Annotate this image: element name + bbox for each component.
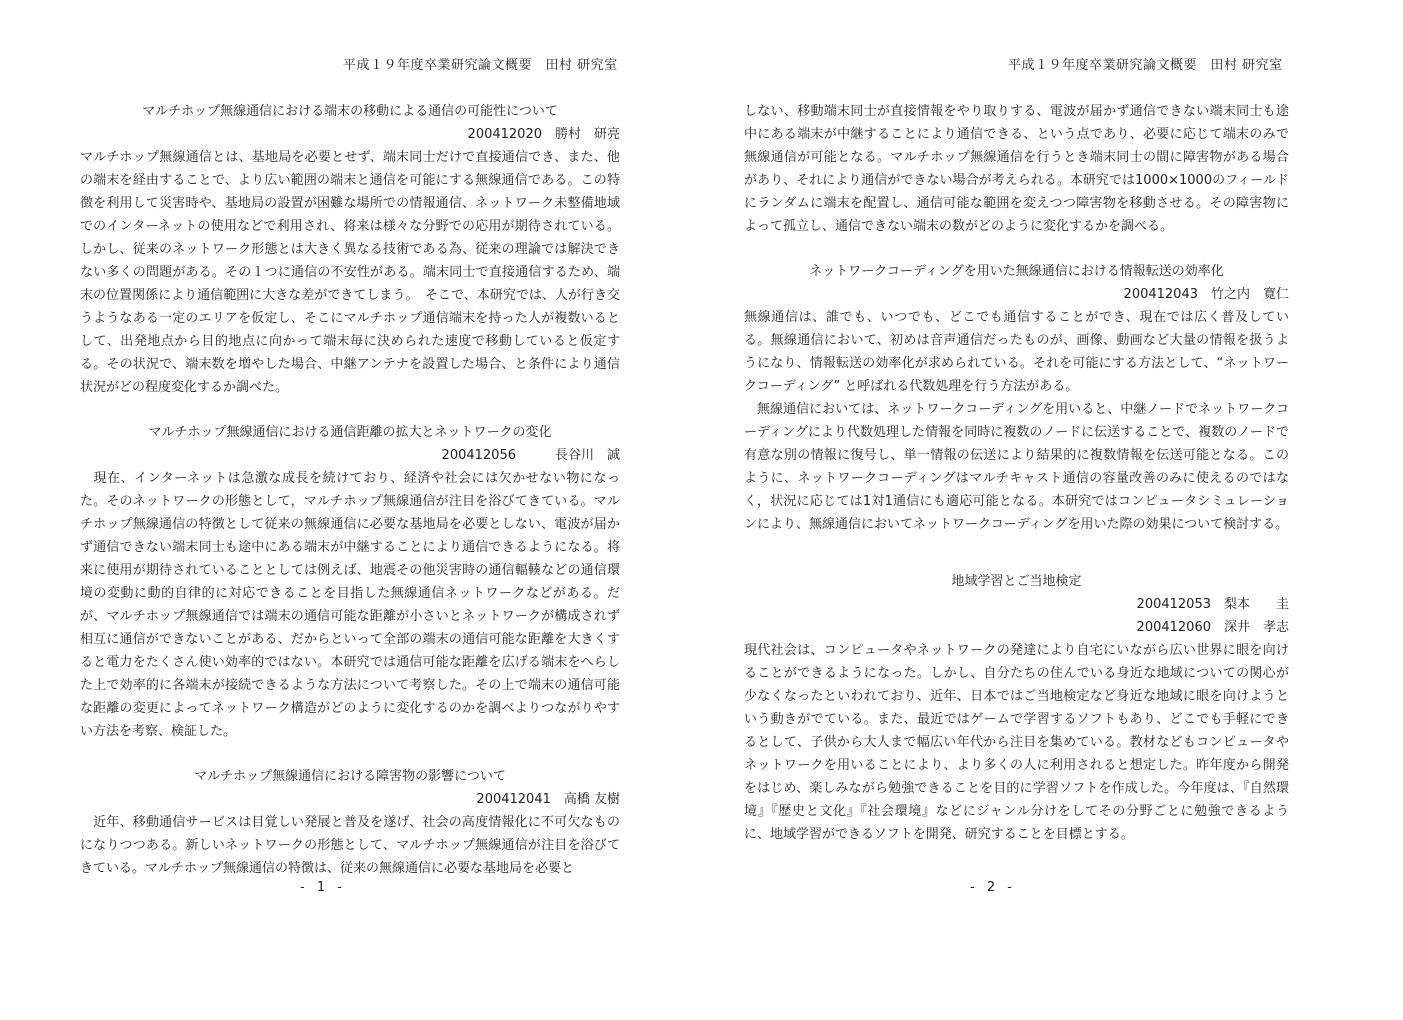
section-title: マルチホップ無線通信における端末の移動による通信の可能性について — [142, 104, 558, 119]
section-author: 200412056 長谷川 誠 — [441, 448, 620, 463]
continued-body: しない、移動端末同士が直接情報をやり取りする、電波が届かず通信できない端末同士も途中にある端末が中継することにより通信できる、という点であり、必要に応じて端末のみで無線通信が可能となる。マルチホップ無線通信を行うとき端末同士の間に障害物がある場合があり、それにより通信ができない場合が考えられる。本研究では1000×1000のフィールドにランダムに端末を配置し、通信可能な範囲を変えつつ障害物を移動させる。その障害物によって孤立し、通信できない端末の数がどのように変化するかを調べる。 — [744, 104, 1289, 234]
section-author: 200412041 高橋 友樹 — [476, 792, 620, 807]
section-body: 近年、移動通信サービスは目覚しい発展と普及を遂げ、社会の高度情報化に不可欠なものになりつつある。新しいネットワークの形態として、マルチホップ無線通信が注目を浴びてきている。マルチホップ無線通信の特徴は、従来の無線通信に必要な基地局を必要と — [80, 815, 620, 876]
section-3 — [80, 765, 620, 880]
page-header: 平成１９年度卒業研究論文概要 田村 研究室 — [343, 58, 618, 73]
page-2-content — [744, 100, 1289, 846]
section-author: 200412060 深井 孝志 — [1136, 620, 1289, 635]
page-2 — [700, 0, 1403, 1020]
page-number: - 2 - — [970, 880, 1016, 895]
section-body: 現在、インターネットは急激な成長を続けており、経済や社会には欠かせない物になった。そのネットワークの形態として，マルチホップ無線通信が注目を浴びてきている。マルチホップ無線通信の特徴として従来の無線通信に必要な基地局を必要としない、電波が届かず通信できない端末同士も途中にある端末が中継することにより通信できるようになる。将来に使用が期待されていることとしては例えば、地震その他災害時の通信輻輳などの通信環境の変動に動的自律的に対応できることを目指した無線通信ネットワークなどがある。だが、マルチホップ無線通信では端末の通信可能な距離が小さいとネットワークが構成されず相互に通信ができないことがある、だからといって全部の端末の通信可能な距離を大きくすると電力をたくさん使い効率的ではない。本研究では通信可能な距離を広げる端末をへらした上で効率的に各端末が接続できるような方法について考察した。その上で端末の通信可能な距離の変更によってネットワーク構造がどのように変化するのかを調べよりつながりやすい方法を考察、検証した。 — [80, 471, 620, 739]
section-title: マルチホップ無線通信における通信距離の拡大とネットワークの変化 — [148, 425, 552, 440]
section-title: マルチホップ無線通信における障害物の影響について — [194, 769, 506, 784]
section-4 — [744, 260, 1289, 536]
section-title: 地域学習とご当地検定 — [951, 574, 1082, 589]
section-body: 無線通信は、誰でも、いつでも、どこでも通信することができ、現在では広く普及している。無線通信において、初めは音声通信だったものが、画像、動画など大量の情報を扱うようになり、情報転送の効率化が求められている。それを可能にする方法として、“ネットワークコーディング” と呼ばれる代数処理を行う方法がある。 無線通信においては、ネットワークコーディングを用いると、中継ノードでネットワークコーディングにより代数処理した情報を同時に複数のノードに伝送することで、複数のノードで有意な別の情報に復号し、単一情報の伝送により結果的に複数情報を伝送可能となる。このように、ネットワークコーディングはマルチキャスト通信の容量改善のみに使えるのではなく，状況に応じては1対1通信にも適応可能となる。本研究ではコンピュータシミュレーションにより、無線通信においてネットワークコーディングを用いた際の効果について検討する。 — [744, 310, 1289, 532]
section-author: 200412053 梨本 圭 — [1136, 597, 1289, 612]
page-1 — [0, 0, 700, 1020]
section-title: ネットワークコーディングを用いた無線通信における情報転送の効率化 — [809, 264, 1224, 279]
section-5 — [744, 570, 1289, 846]
page-1-content — [80, 100, 620, 880]
page-number: - 1 - — [300, 880, 346, 895]
section-body: 現代社会は、コンピュータやネットワークの発達により自宅にいながら広い世界に眼を向けることができるようになった。しかし、自分たちの住んでいる身近な地域についての関心が少なくなったといわれており、近年、日本ではご当地検定など身近な地域に眼を向けようという動きがでている。また、最近ではゲームで学習するソフトもあり、どこでも手軽にできるとして、子供から大人まで幅広い年代から注目を集めている。教材などもコンピュータやネットワークを用いることにより、より多くの人に利用されると想定した。昨年度から開発をはじめ、楽しみながら勉強できることを目的に学習ソフトを作成した。今年度は、『自然環境』『歴史と文化』『社会環境』などにジャンル分けをしてその分野ごとに勉強できるように、地域学習ができるソフトを開発、研究することを目標とする。 — [744, 643, 1289, 842]
section-body: マルチホップ無線通信とは、基地局を必要とせず、端末同士だけで直接通信でき、また、他の端末を経由することで、より広い範囲の端末と通信を可能にする無線通信である。この特徴を利用して災害時や、基地局の設置が困難な場所での情報通信、ネットワーク未整備地域でのインターネットの使用などで利用され、将来は様々な分野での応用が期待されている。しかし、従来のネットワーク形態とは大きく異なる技術である為、従来の理論では解決できない多くの問題がある。その１つに通信の不安性がある。端末同士で直接通信するため、端末の位置関係により通信範囲に大きな差ができてしまう。 そこで、本研究では、人が行き交うようなある一定のエリアを仮定し、そこにマルチホップ通信端末を持った人が複数いるとして、出発地点から目的地点に向かって端末毎に決められた速度で移動していると仮定する。その状況で、端末数を増やした場合、中継アンテナを設置した場合、と条件により通信状況がどの程度変化するか調べた。 — [80, 150, 620, 395]
section-author: 200412020 勝村 研亮 — [467, 127, 620, 142]
section-2 — [80, 421, 620, 743]
section-author: 200412043 竹之内 寛仁 — [1123, 287, 1289, 302]
page-header: 平成１９年度卒業研究論文概要 田村 研究室 — [1008, 58, 1283, 73]
section-1 — [80, 100, 620, 399]
